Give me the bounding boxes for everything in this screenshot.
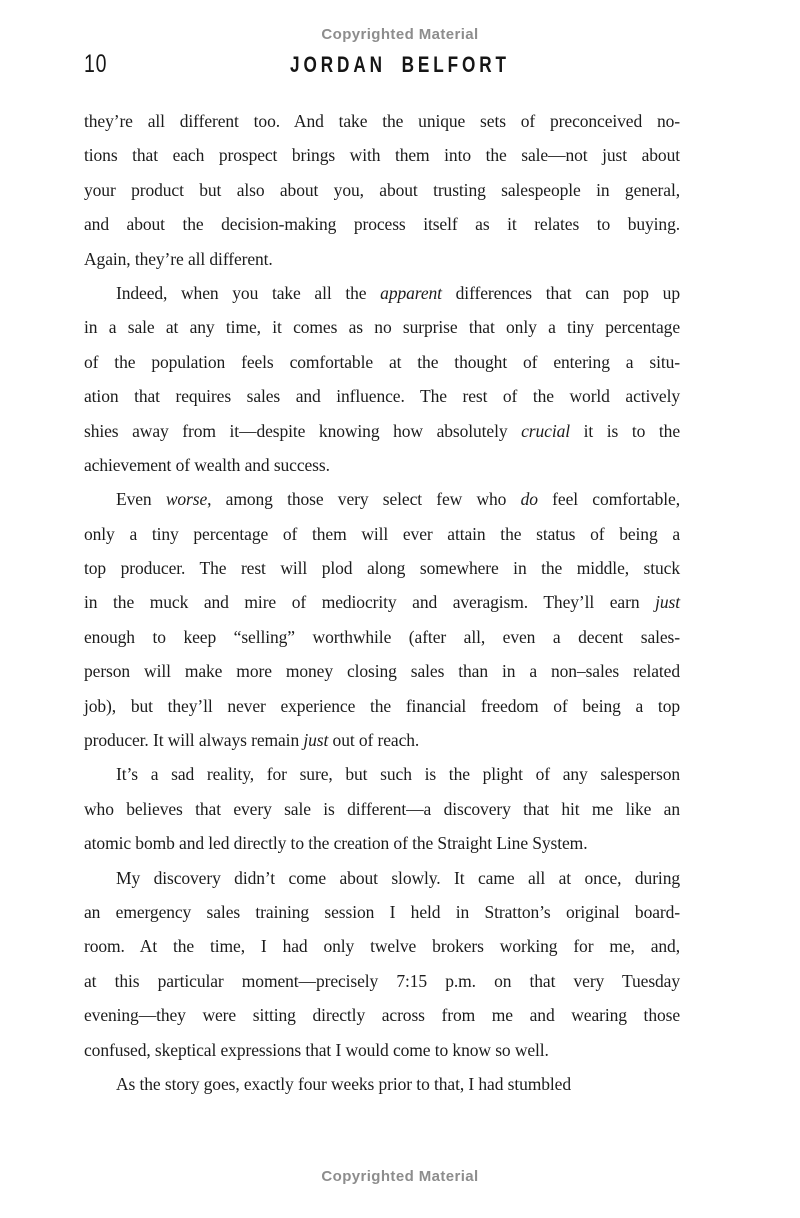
body-line: of the population feels comfortable at the thought of entering a situ- (84, 351, 680, 372)
body-line: ation that requires sales and influence. The rest of the world actively (84, 386, 680, 407)
body-line: in a sale at any time, it comes as no surprise that only a tiny percentage (84, 317, 680, 338)
running-header-author: JORDAN BELFORT (290, 52, 510, 77)
body-line: evening—they were sitting directly across from me and wearing those (84, 1005, 680, 1026)
body-line: an emergency sales training session I held in Stratton’s original board- (84, 901, 680, 922)
body-line: My discovery didn’t come about slowly. It came all at once, during (116, 867, 680, 888)
body-line: enough to keep “selling” worthwhile (after all, even a decent sales- (84, 626, 680, 647)
copyright-watermark-bottom: Copyrighted Material (321, 1168, 479, 1185)
body-line: job), but they’ll never experience the financial freedom of being a top (84, 695, 680, 716)
body-line: Indeed, when you take all the apparent differences that can pop up (116, 282, 680, 303)
body-line: confused, skeptical expressions that I would come to know so well. (84, 1039, 549, 1060)
body-line: shies away from it—despite knowing how absolutely crucial it is to the (84, 420, 680, 441)
body-line: producer. It will always remain just out of reach. (84, 730, 420, 751)
page-number: 10 (84, 50, 108, 78)
body-text-block (84, 104, 680, 1101)
body-line: Again, they’re all different. (84, 248, 273, 269)
body-line: person will make more money closing sales than in a non–sales related (84, 661, 680, 682)
body-line: who believes that every sale is different—a discovery that hit me like an (84, 798, 680, 819)
body-line: your product but also about you, about trusting salespeople in general, (84, 179, 680, 200)
body-line: atomic bomb and led directly to the creation of the Straight Line System. (84, 833, 588, 854)
body-line: at this particular moment—precisely 7:15 p.m. on that very Tuesday (84, 970, 680, 991)
body-line: top producer. The rest will plod along somewhere in the middle, stuck (84, 558, 680, 579)
copyright-watermark-top: Copyrighted Material (321, 26, 479, 43)
body-line: It’s a sad reality, for sure, but such is the plight of any salesperson (116, 764, 680, 785)
body-line: As the story goes, exactly four weeks prior to that, I had stumbled (116, 1073, 571, 1094)
body-line: and about the decision-making process itself as it relates to buying. (84, 214, 680, 235)
body-line: in the muck and mire of mediocrity and averagism. They’ll earn just (84, 592, 680, 613)
body-line: tions that each prospect brings with them into the sale—not just about (84, 145, 680, 166)
body-line: Even worse, among those very select few who do feel comfortable, (116, 489, 680, 510)
body-line: they’re all different too. And take the unique sets of preconceived no- (84, 111, 680, 131)
body-line: only a tiny percentage of them will ever attain the status of being a (84, 523, 680, 544)
body-line: room. At the time, I had only twelve brokers working for me, and, (84, 936, 680, 957)
body-line: achievement of wealth and success. (84, 454, 330, 475)
